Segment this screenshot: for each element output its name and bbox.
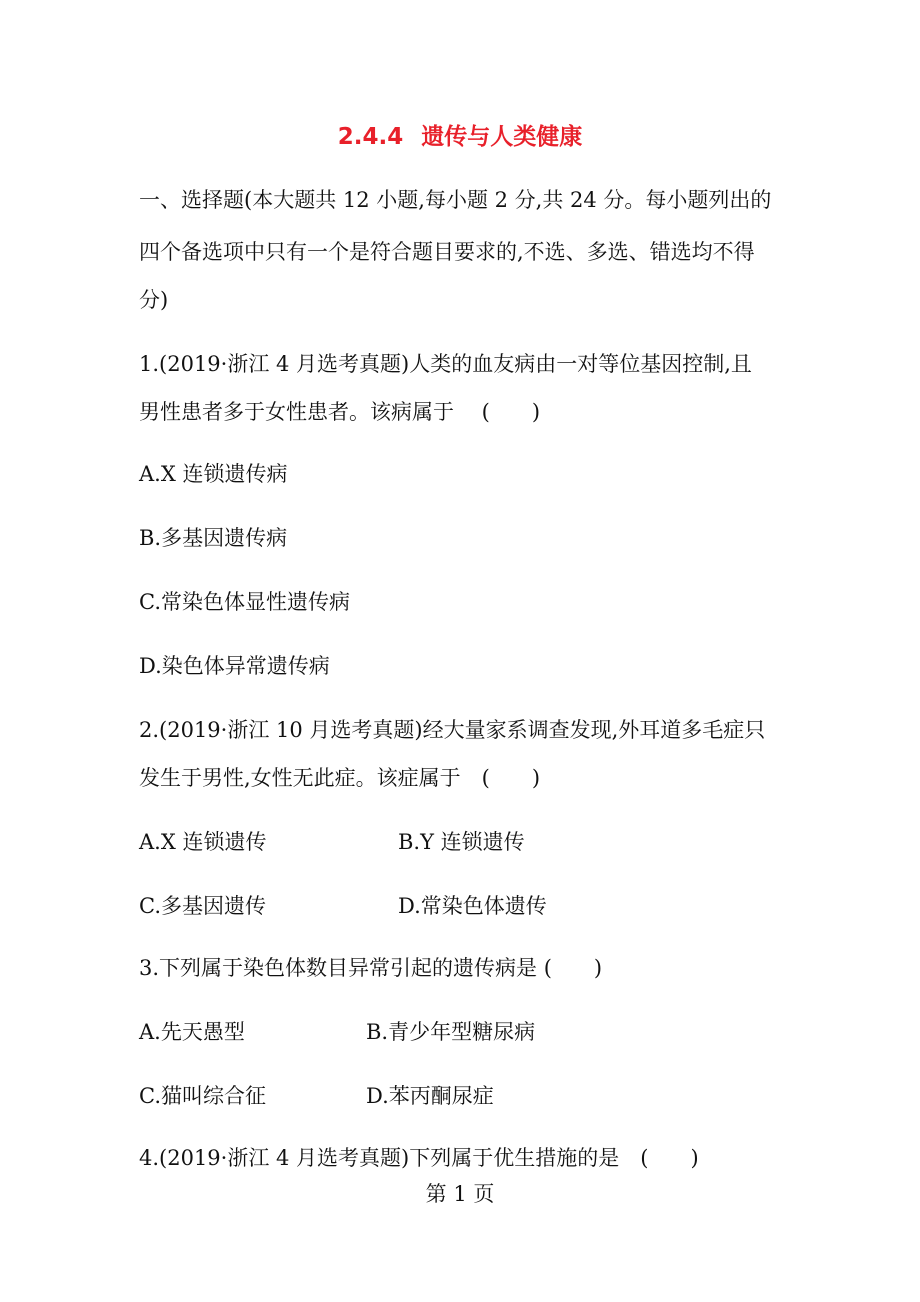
question-4-stem: 4.(2019·浙江 4 月选考真题)下列属于优生措施的是 ( )	[139, 1146, 699, 1170]
title-text: 遗传与人类健康	[421, 124, 583, 150]
question-1-option-c: C.常染色体显性遗传病	[139, 590, 350, 614]
question-3-option-a: A.先天愚型	[139, 1020, 245, 1044]
question-3-option-d: D.苯丙酮尿症	[366, 1084, 494, 1108]
title-number: 2.4.4	[337, 124, 404, 150]
question-2-stem-line-1: 2.(2019·浙江 10 月选考真题)经大量家系调查发现,外耳道多毛症只	[139, 718, 766, 742]
question-2-option-b: B.Y 连锁遗传	[398, 830, 525, 854]
question-1-stem-line-1: 1.(2019·浙江 4 月选考真题)人类的血友病由一对等位基因控制,且	[139, 352, 752, 376]
question-2-option-d: D.常染色体遗传	[398, 894, 547, 918]
page-title	[0, 118, 920, 151]
section-instructions-line-1: 一、选择题(本大题共 12 小题,每小题 2 分,共 24 分。每小题列出的	[139, 188, 772, 212]
question-1-stem-line-2: 男性患者多于女性患者。该病属于 ( )	[139, 400, 541, 424]
question-2-option-c: C.多基因遗传	[139, 894, 266, 918]
question-1-option-b: B.多基因遗传病	[139, 526, 288, 550]
question-2-stem-line-2: 发生于男性,女性无此症。该症属于 ( )	[139, 766, 541, 790]
question-1-option-a: A.X 连锁遗传病	[139, 462, 288, 486]
question-3-stem: 3.下列属于染色体数目异常引起的遗传病是 ( )	[139, 956, 603, 980]
page-number: 第 1 页	[425, 1182, 495, 1206]
question-3-option-b: B.青少年型糖尿病	[366, 1020, 536, 1044]
question-1-option-d: D.染色体异常遗传病	[139, 654, 330, 678]
section-instructions-line-2: 四个备选项中只有一个是符合题目要求的,不选、多选、错选均不得	[139, 240, 755, 264]
question-2-option-a: A.X 连锁遗传	[139, 830, 267, 854]
section-instructions-line-3: 分)	[139, 288, 169, 312]
question-3-option-c: C.猫叫综合征	[139, 1084, 266, 1108]
